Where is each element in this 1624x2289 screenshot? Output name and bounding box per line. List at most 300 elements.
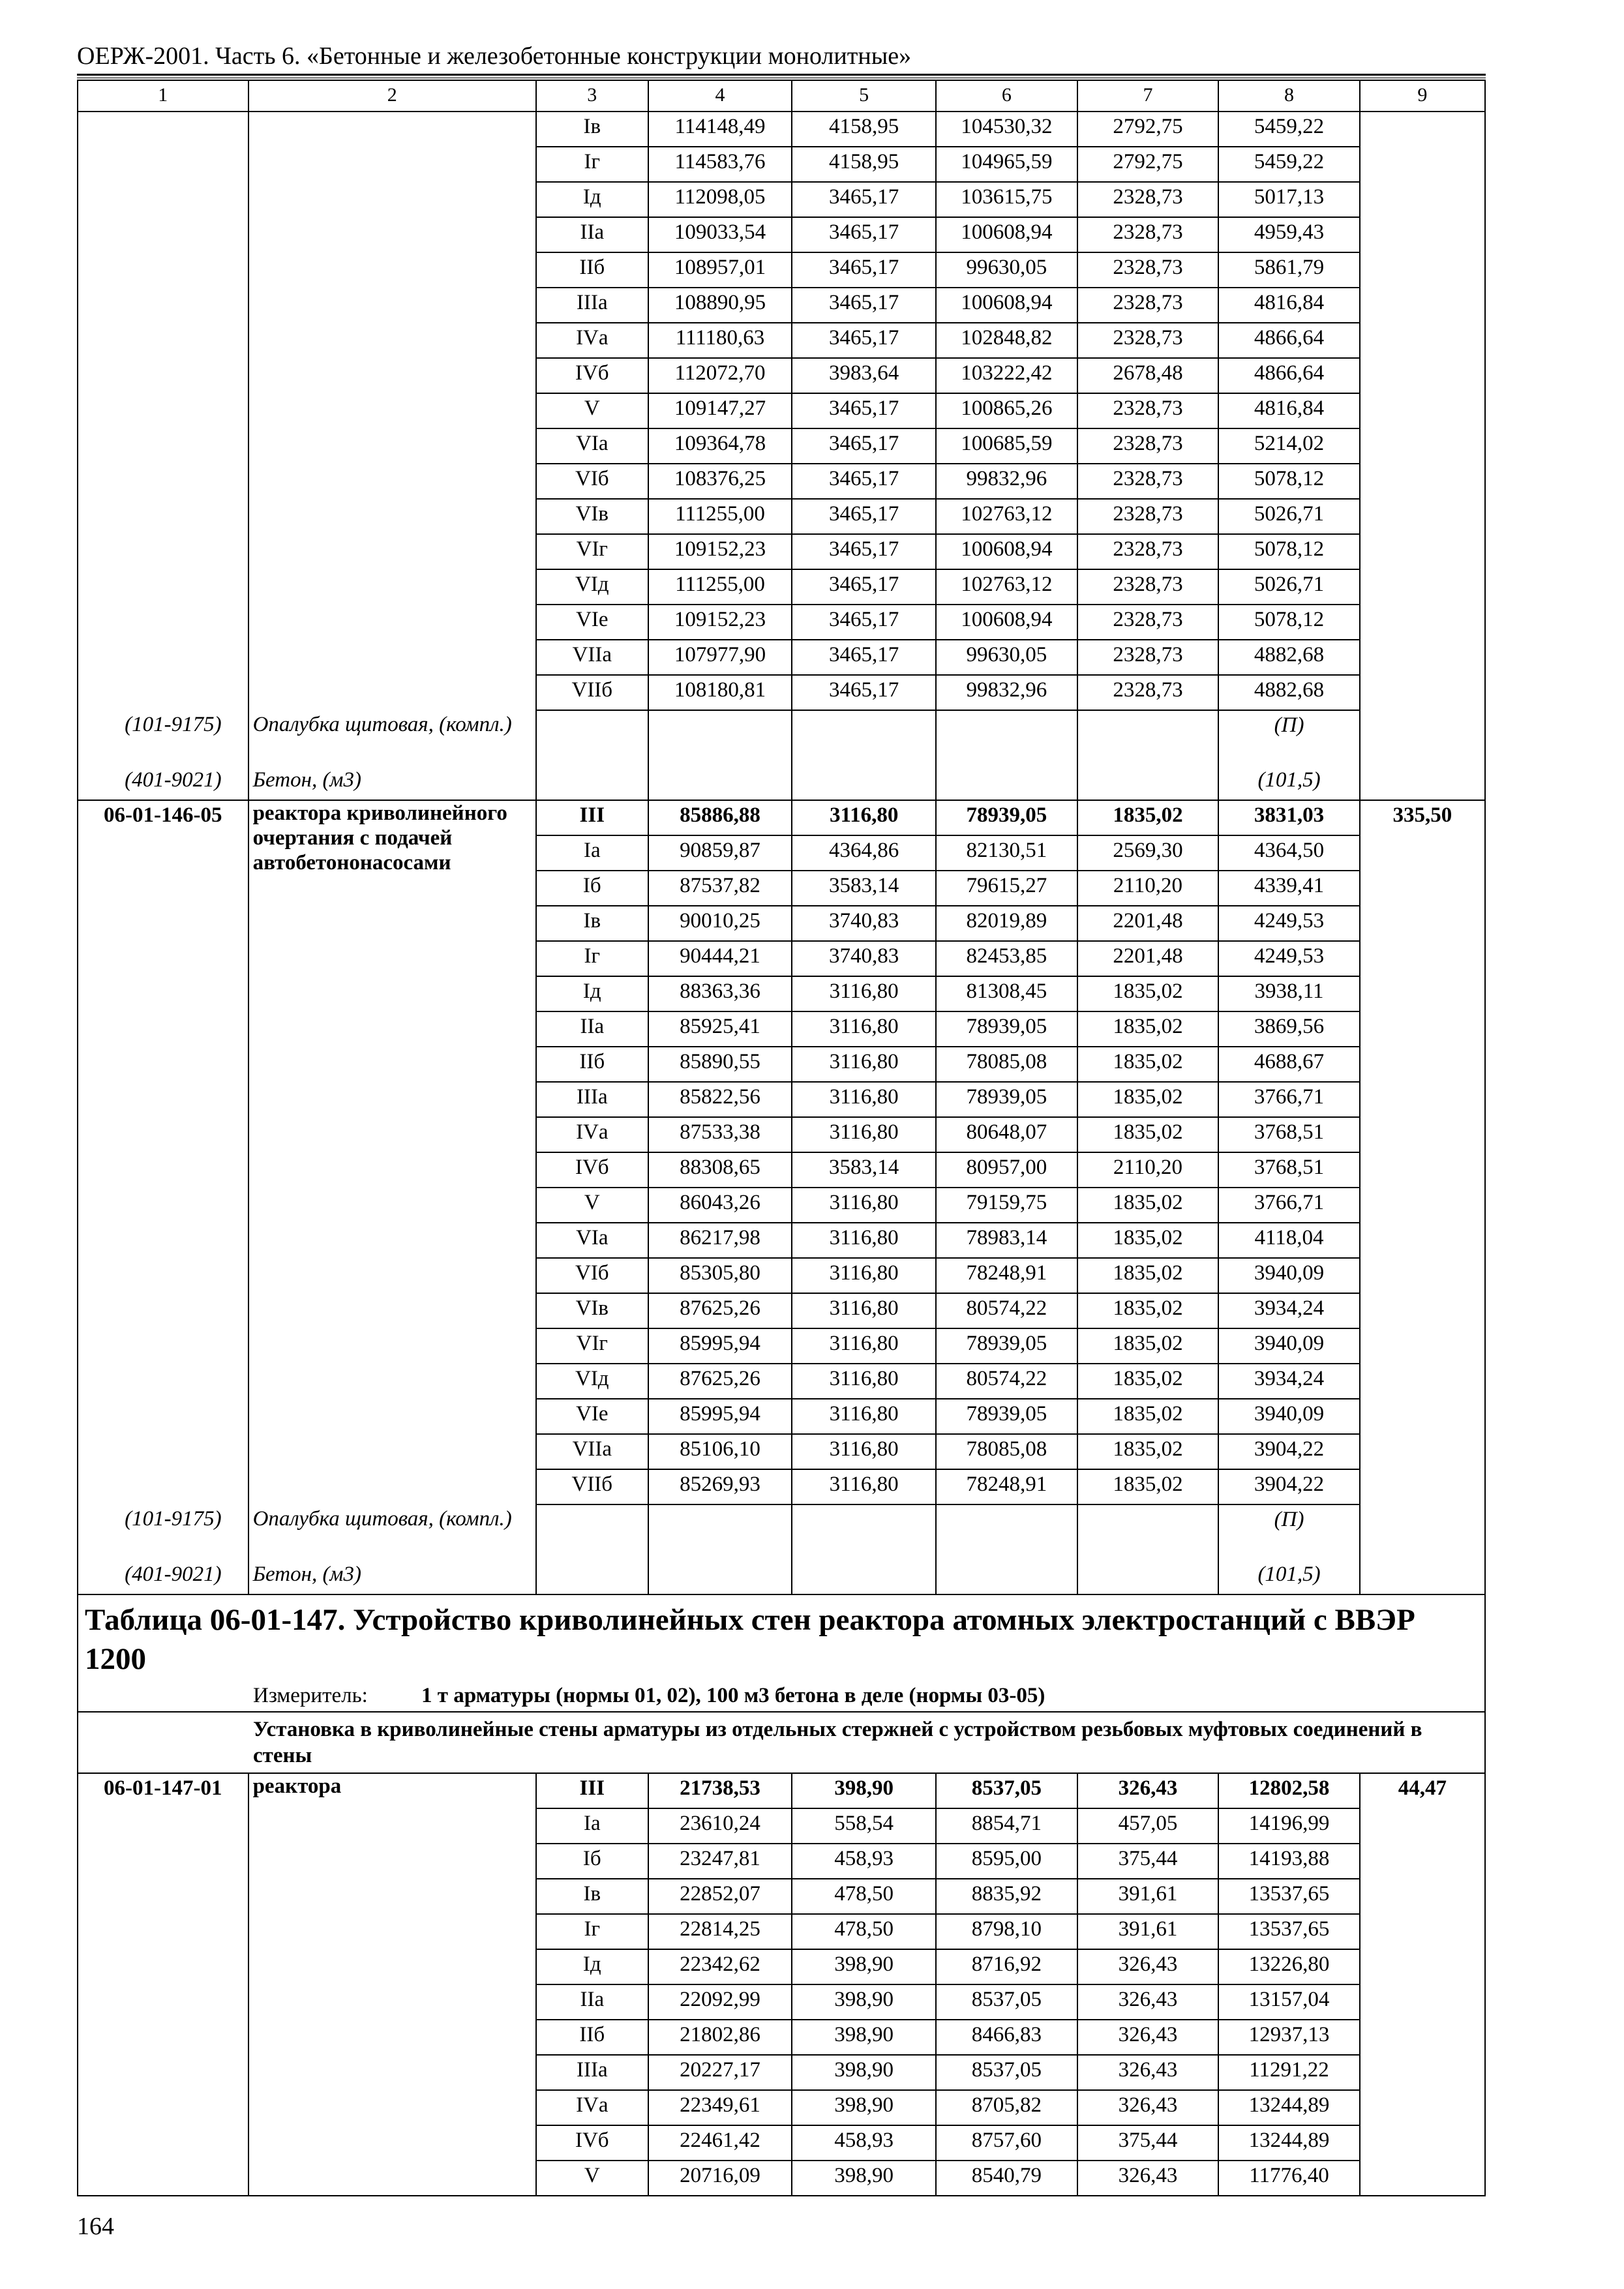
- empty-cell: [1360, 1560, 1485, 1594]
- materials: 3768,51: [1218, 1152, 1360, 1188]
- empty-cell: [536, 766, 648, 800]
- materials: 4959,43: [1218, 217, 1360, 252]
- machines: 8757,60: [936, 2125, 1077, 2161]
- total-cost: 111180,63: [648, 323, 792, 358]
- resource-code: (101-9175): [78, 710, 248, 766]
- machinists-wages: 391,61: [1077, 1879, 1219, 1914]
- empty-cell: [1360, 766, 1485, 800]
- wages: 3116,80: [792, 976, 936, 1011]
- total-cost: 22461,42: [648, 2125, 792, 2161]
- zone: VIв: [536, 499, 648, 534]
- wages: 3465,17: [792, 569, 936, 605]
- total-cost: 111255,00: [648, 569, 792, 605]
- resource-row: [78, 1560, 1485, 1594]
- machinists-wages: 2201,48: [1077, 941, 1219, 976]
- total-cost: 87625,26: [648, 1293, 792, 1328]
- zone: III: [536, 800, 648, 835]
- wages: 3116,80: [792, 1469, 936, 1504]
- norm-name: реактора: [248, 1773, 536, 2196]
- materials: 5026,71: [1218, 499, 1360, 534]
- machines: 8537,05: [936, 2055, 1077, 2090]
- total-cost: 88308,65: [648, 1152, 792, 1188]
- machinists-wages: 1835,02: [1077, 1188, 1219, 1223]
- zone: IIб: [536, 1047, 648, 1082]
- machinists-wages: 2328,73: [1077, 252, 1219, 288]
- materials: 3940,09: [1218, 1399, 1360, 1434]
- materials: 3904,22: [1218, 1469, 1360, 1504]
- materials: 11291,22: [1218, 2055, 1360, 2090]
- machinists-wages: 2110,20: [1077, 1152, 1219, 1188]
- wages: 398,90: [792, 2161, 936, 2196]
- machinists-wages: 2328,73: [1077, 640, 1219, 675]
- zone: V: [536, 1188, 648, 1223]
- zone: VIIб: [536, 1469, 648, 1504]
- machinists-wages: 2201,48: [1077, 906, 1219, 941]
- table-title: Таблица 06-01-147. Устройство криволинейных стен реактора атомных электростанций с ВВЭР 1200: [78, 1594, 1485, 1681]
- materials: 3831,03: [1218, 800, 1360, 835]
- machinists-wages: 2328,73: [1077, 534, 1219, 569]
- materials: 13157,04: [1218, 1984, 1360, 2020]
- zone: Iв: [536, 906, 648, 941]
- materials: 4339,41: [1218, 871, 1360, 906]
- total-cost: 23247,81: [648, 1844, 792, 1879]
- wages: 398,90: [792, 2020, 936, 2055]
- total-cost: 20716,09: [648, 2161, 792, 2196]
- empty-cell: [648, 1560, 792, 1594]
- machines: 102848,82: [936, 323, 1077, 358]
- zone: IIIа: [536, 2055, 648, 2090]
- machines: 8835,92: [936, 1879, 1077, 1914]
- machines: 99630,05: [936, 640, 1077, 675]
- total-cost: 108890,95: [648, 288, 792, 323]
- empty-cell: [648, 710, 792, 766]
- zone: IVа: [536, 2090, 648, 2125]
- materials: 3766,71: [1218, 1188, 1360, 1223]
- machines: 103615,75: [936, 182, 1077, 217]
- total-cost: 22814,25: [648, 1914, 792, 1949]
- machinists-wages: 2328,73: [1077, 393, 1219, 428]
- materials: 4249,53: [1218, 941, 1360, 976]
- zone: VIб: [536, 464, 648, 499]
- empty-cell: [648, 1504, 792, 1560]
- machines: 8716,92: [936, 1949, 1077, 1984]
- empty-cell: [1360, 1504, 1485, 1560]
- total-cost: 21738,53: [648, 1773, 792, 1808]
- materials: 4364,50: [1218, 835, 1360, 871]
- wages: 3465,17: [792, 464, 936, 499]
- section-subheading: Установка в криволинейные стены арматуры из отдельных стержней с устройством резьбовых муфтовых соединений в стены: [78, 1712, 1485, 1773]
- total-cost: 114583,76: [648, 147, 792, 182]
- resource-code: (101-9175): [78, 1504, 248, 1560]
- resource-value: (101,5): [1218, 766, 1360, 800]
- wages: 458,93: [792, 2125, 936, 2161]
- materials: 5861,79: [1218, 252, 1360, 288]
- machines: 78248,91: [936, 1469, 1077, 1504]
- wages: 398,90: [792, 2090, 936, 2125]
- total-cost: 85106,10: [648, 1434, 792, 1469]
- materials: 5459,22: [1218, 147, 1360, 182]
- machinists-wages: 1835,02: [1077, 1047, 1219, 1082]
- machinists-wages: 2328,73: [1077, 288, 1219, 323]
- materials: 13537,65: [1218, 1879, 1360, 1914]
- total-cost: 109364,78: [648, 428, 792, 464]
- total-cost: 23610,24: [648, 1808, 792, 1844]
- machines: 8537,05: [936, 1984, 1077, 2020]
- table-row: [78, 112, 1485, 147]
- total-cost: 85305,80: [648, 1258, 792, 1293]
- empty-cell: [648, 766, 792, 800]
- materials: 13244,89: [1218, 2090, 1360, 2125]
- meter-label: Измеритель:: [253, 1684, 368, 1707]
- wages: 3116,80: [792, 1328, 936, 1364]
- empty-cell: [792, 710, 936, 766]
- zone: VIа: [536, 428, 648, 464]
- materials: 13537,65: [1218, 1914, 1360, 1949]
- meter: [78, 1681, 1485, 1712]
- wages: 4158,95: [792, 112, 936, 147]
- total-cost: 22092,99: [648, 1984, 792, 2020]
- materials: 3869,56: [1218, 1011, 1360, 1047]
- total-cost: 87533,38: [648, 1117, 792, 1152]
- column-number: 5: [792, 80, 936, 112]
- total-cost: 87537,82: [648, 871, 792, 906]
- machines: 8537,05: [936, 1773, 1077, 1808]
- machines: 80648,07: [936, 1117, 1077, 1152]
- zone: IVа: [536, 1117, 648, 1152]
- norm-code: 06-01-147-01: [78, 1773, 248, 2196]
- resource-value: (101,5): [1218, 1560, 1360, 1594]
- machines: 104965,59: [936, 147, 1077, 182]
- materials: 4866,64: [1218, 323, 1360, 358]
- wages: 3465,17: [792, 288, 936, 323]
- wages: 3465,17: [792, 675, 936, 710]
- machinists-wages: 2792,75: [1077, 147, 1219, 182]
- materials: 5078,12: [1218, 534, 1360, 569]
- machinists-wages: 1835,02: [1077, 1082, 1219, 1117]
- total-cost: 87625,26: [648, 1364, 792, 1399]
- wages: 478,50: [792, 1914, 936, 1949]
- zone: Iд: [536, 182, 648, 217]
- resource-name: Бетон, (м3): [248, 766, 536, 800]
- materials: 5017,13: [1218, 182, 1360, 217]
- column-number: 4: [648, 80, 792, 112]
- wages: 3465,17: [792, 605, 936, 640]
- machines: 8705,82: [936, 2090, 1077, 2125]
- total-cost: 90010,25: [648, 906, 792, 941]
- page-header: ОЕРЖ-2001. Часть 6. «Бетонные и железобетонные конструкции монолитные»: [77, 42, 912, 70]
- total-cost: 86043,26: [648, 1188, 792, 1223]
- materials: 3768,51: [1218, 1117, 1360, 1152]
- machines: 100865,26: [936, 393, 1077, 428]
- machinists-wages: 2328,73: [1077, 569, 1219, 605]
- wages: 3465,17: [792, 182, 936, 217]
- wages: 3116,80: [792, 800, 936, 835]
- resource-name: Опалубка щитовая, (компл.): [248, 710, 536, 766]
- machines: 82453,85: [936, 941, 1077, 976]
- zone: Iв: [536, 112, 648, 147]
- labor-cost: [1360, 112, 1485, 710]
- empty-cell: [1077, 1560, 1219, 1594]
- machines: 78939,05: [936, 800, 1077, 835]
- resource-value: (П): [1218, 710, 1360, 766]
- zone: VIе: [536, 1399, 648, 1434]
- wages: 3116,80: [792, 1011, 936, 1047]
- wages: 558,54: [792, 1808, 936, 1844]
- subheading-row: [78, 1712, 1485, 1773]
- labor-cost: 335,50: [1360, 800, 1485, 1504]
- total-cost: 88363,36: [648, 976, 792, 1011]
- machinists-wages: 2328,73: [1077, 182, 1219, 217]
- empty-cell: [792, 1560, 936, 1594]
- machines: 102763,12: [936, 569, 1077, 605]
- machinists-wages: 1835,02: [1077, 1258, 1219, 1293]
- wages: 3465,17: [792, 252, 936, 288]
- zone: VIIб: [536, 675, 648, 710]
- zone: Iа: [536, 835, 648, 871]
- empty-cell: [1077, 1504, 1219, 1560]
- wages: 3583,14: [792, 871, 936, 906]
- zone: IIа: [536, 1011, 648, 1047]
- machinists-wages: 1835,02: [1077, 1364, 1219, 1399]
- wages: 458,93: [792, 1844, 936, 1879]
- materials: 4816,84: [1218, 288, 1360, 323]
- wages: 3116,80: [792, 1117, 936, 1152]
- total-cost: 109152,23: [648, 605, 792, 640]
- total-cost: 21802,86: [648, 2020, 792, 2055]
- total-cost: 109033,54: [648, 217, 792, 252]
- resource-name: Опалубка щитовая, (компл.): [248, 1504, 536, 1560]
- column-number: 8: [1218, 80, 1360, 112]
- materials: 11776,40: [1218, 2161, 1360, 2196]
- total-cost: 108180,81: [648, 675, 792, 710]
- materials: 4882,68: [1218, 640, 1360, 675]
- materials: 4866,64: [1218, 358, 1360, 393]
- zone: VIе: [536, 605, 648, 640]
- page-number: 164: [77, 2213, 114, 2240]
- machines: 78939,05: [936, 1011, 1077, 1047]
- machines: 81308,45: [936, 976, 1077, 1011]
- total-cost: 22349,61: [648, 2090, 792, 2125]
- machinists-wages: 326,43: [1077, 1984, 1219, 2020]
- norm-name: реактора криволинейного очертания с подачей автобетононасосами: [248, 800, 536, 1504]
- machinists-wages: 2328,73: [1077, 464, 1219, 499]
- total-cost: 90859,87: [648, 835, 792, 871]
- machines: 82130,51: [936, 835, 1077, 871]
- total-cost: 22342,62: [648, 1949, 792, 1984]
- machinists-wages: 2328,73: [1077, 323, 1219, 358]
- machinists-wages: 326,43: [1077, 1773, 1219, 1808]
- machines: 80574,22: [936, 1293, 1077, 1328]
- machines: 78085,08: [936, 1434, 1077, 1469]
- machinists-wages: 1835,02: [1077, 1223, 1219, 1258]
- machines: 79159,75: [936, 1188, 1077, 1223]
- wages: 3116,80: [792, 1364, 936, 1399]
- zone: Iб: [536, 871, 648, 906]
- zone: V: [536, 393, 648, 428]
- wages: 3116,80: [792, 1082, 936, 1117]
- wages: 3116,80: [792, 1047, 936, 1082]
- zone: V: [536, 2161, 648, 2196]
- column-number: 2: [248, 80, 536, 112]
- materials: 4688,67: [1218, 1047, 1360, 1082]
- wages: 3465,17: [792, 428, 936, 464]
- machinists-wages: 2110,20: [1077, 871, 1219, 906]
- machines: 82019,89: [936, 906, 1077, 941]
- materials: 3934,24: [1218, 1364, 1360, 1399]
- materials: 4249,53: [1218, 906, 1360, 941]
- column-header-row: [78, 80, 1485, 112]
- machines: 100608,94: [936, 534, 1077, 569]
- machinists-wages: 457,05: [1077, 1808, 1219, 1844]
- machines: 78939,05: [936, 1328, 1077, 1364]
- table-row: [78, 800, 1485, 835]
- materials: 14196,99: [1218, 1808, 1360, 1844]
- machinists-wages: 2328,73: [1077, 428, 1219, 464]
- total-cost: 86217,98: [648, 1223, 792, 1258]
- machines: 79615,27: [936, 871, 1077, 906]
- machines: 78983,14: [936, 1223, 1077, 1258]
- materials: 12802,58: [1218, 1773, 1360, 1808]
- wages: 3465,17: [792, 640, 936, 675]
- wages: 4364,86: [792, 835, 936, 871]
- machinists-wages: 2328,73: [1077, 499, 1219, 534]
- wages: 3740,83: [792, 941, 936, 976]
- wages: 3465,17: [792, 534, 936, 569]
- wages: 398,90: [792, 2055, 936, 2090]
- total-cost: 85890,55: [648, 1047, 792, 1082]
- machinists-wages: 2569,30: [1077, 835, 1219, 871]
- materials: 3904,22: [1218, 1434, 1360, 1469]
- empty-cell: [536, 1560, 648, 1594]
- wages: 398,90: [792, 1773, 936, 1808]
- wages: 3465,17: [792, 217, 936, 252]
- column-number: 3: [536, 80, 648, 112]
- wages: 3116,80: [792, 1188, 936, 1223]
- zone: IIа: [536, 217, 648, 252]
- wages: 3465,17: [792, 323, 936, 358]
- machinists-wages: 1835,02: [1077, 1434, 1219, 1469]
- materials: 5078,12: [1218, 605, 1360, 640]
- zone: IIIа: [536, 1082, 648, 1117]
- zone: IVб: [536, 1152, 648, 1188]
- empty-cell: [936, 1504, 1077, 1560]
- column-number: 7: [1077, 80, 1219, 112]
- total-cost: 85822,56: [648, 1082, 792, 1117]
- machinists-wages: 326,43: [1077, 2161, 1219, 2196]
- wages: 3116,80: [792, 1258, 936, 1293]
- empty-cell: [536, 1504, 648, 1560]
- empty-cell: [78, 112, 248, 710]
- table-row: [78, 1773, 1485, 1808]
- zone: VIг: [536, 534, 648, 569]
- total-cost: 112098,05: [648, 182, 792, 217]
- empty-cell: [936, 766, 1077, 800]
- resource-row: [78, 710, 1485, 766]
- zone: Iд: [536, 1949, 648, 1984]
- materials: 13244,89: [1218, 2125, 1360, 2161]
- machinists-wages: 2328,73: [1077, 605, 1219, 640]
- machinists-wages: 1835,02: [1077, 1469, 1219, 1504]
- materials: 5078,12: [1218, 464, 1360, 499]
- zone: IIа: [536, 1984, 648, 2020]
- zone: IVа: [536, 323, 648, 358]
- zone: VIа: [536, 1223, 648, 1258]
- materials: 3938,11: [1218, 976, 1360, 1011]
- machinists-wages: 1835,02: [1077, 1293, 1219, 1328]
- total-cost: 108957,01: [648, 252, 792, 288]
- total-cost: 85269,93: [648, 1469, 792, 1504]
- labor-cost: 44,47: [1360, 1773, 1485, 2196]
- machinists-wages: 326,43: [1077, 2055, 1219, 2090]
- wages: 3465,17: [792, 393, 936, 428]
- machines: 78085,08: [936, 1047, 1077, 1082]
- total-cost: 22852,07: [648, 1879, 792, 1914]
- total-cost: 111255,00: [648, 499, 792, 534]
- machines: 100608,94: [936, 605, 1077, 640]
- machines: 78248,91: [936, 1258, 1077, 1293]
- materials: 5214,02: [1218, 428, 1360, 464]
- total-cost: 85995,94: [648, 1328, 792, 1364]
- header-rule: [77, 74, 1486, 76]
- zone: VIIа: [536, 1434, 648, 1469]
- zone: Iг: [536, 147, 648, 182]
- column-number: 6: [936, 80, 1077, 112]
- wages: 4158,95: [792, 147, 936, 182]
- norms-table: [77, 80, 1486, 2196]
- zone: Iв: [536, 1879, 648, 1914]
- machinists-wages: 1835,02: [1077, 976, 1219, 1011]
- materials: 4816,84: [1218, 393, 1360, 428]
- empty-cell: [1077, 710, 1219, 766]
- meter-value: 1 т арматуры (нормы 01, 02), 100 м3 бетона в деле (нормы 03-05): [421, 1684, 1045, 1707]
- machines: 8540,79: [936, 2161, 1077, 2196]
- zone: IIб: [536, 2020, 648, 2055]
- empty-cell: [248, 112, 536, 710]
- materials: 13226,80: [1218, 1949, 1360, 1984]
- total-cost: 85995,94: [648, 1399, 792, 1434]
- column-number: 1: [78, 80, 248, 112]
- wages: 3740,83: [792, 906, 936, 941]
- machines: 99832,96: [936, 464, 1077, 499]
- wages: 3583,14: [792, 1152, 936, 1188]
- machines: 104530,32: [936, 112, 1077, 147]
- machinists-wages: 2328,73: [1077, 217, 1219, 252]
- zone: VIг: [536, 1328, 648, 1364]
- empty-cell: [936, 1560, 1077, 1594]
- total-cost: 108376,25: [648, 464, 792, 499]
- materials: 4882,68: [1218, 675, 1360, 710]
- machines: 99630,05: [936, 252, 1077, 288]
- empty-cell: [936, 710, 1077, 766]
- machinists-wages: 326,43: [1077, 2020, 1219, 2055]
- materials: 3934,24: [1218, 1293, 1360, 1328]
- wages: 3116,80: [792, 1223, 936, 1258]
- resource-row: [78, 766, 1485, 800]
- total-cost: 114148,49: [648, 112, 792, 147]
- zone: VIд: [536, 1364, 648, 1399]
- zone: IVб: [536, 358, 648, 393]
- machines: 8854,71: [936, 1808, 1077, 1844]
- total-cost: 20227,17: [648, 2055, 792, 2090]
- norm-code: 06-01-146-05: [78, 800, 248, 1504]
- machinists-wages: 1835,02: [1077, 1328, 1219, 1364]
- machinists-wages: 326,43: [1077, 1949, 1219, 1984]
- machinists-wages: 391,61: [1077, 1914, 1219, 1949]
- machines: 100608,94: [936, 217, 1077, 252]
- zone: III: [536, 1773, 648, 1808]
- machines: 78939,05: [936, 1082, 1077, 1117]
- zone: VIб: [536, 1258, 648, 1293]
